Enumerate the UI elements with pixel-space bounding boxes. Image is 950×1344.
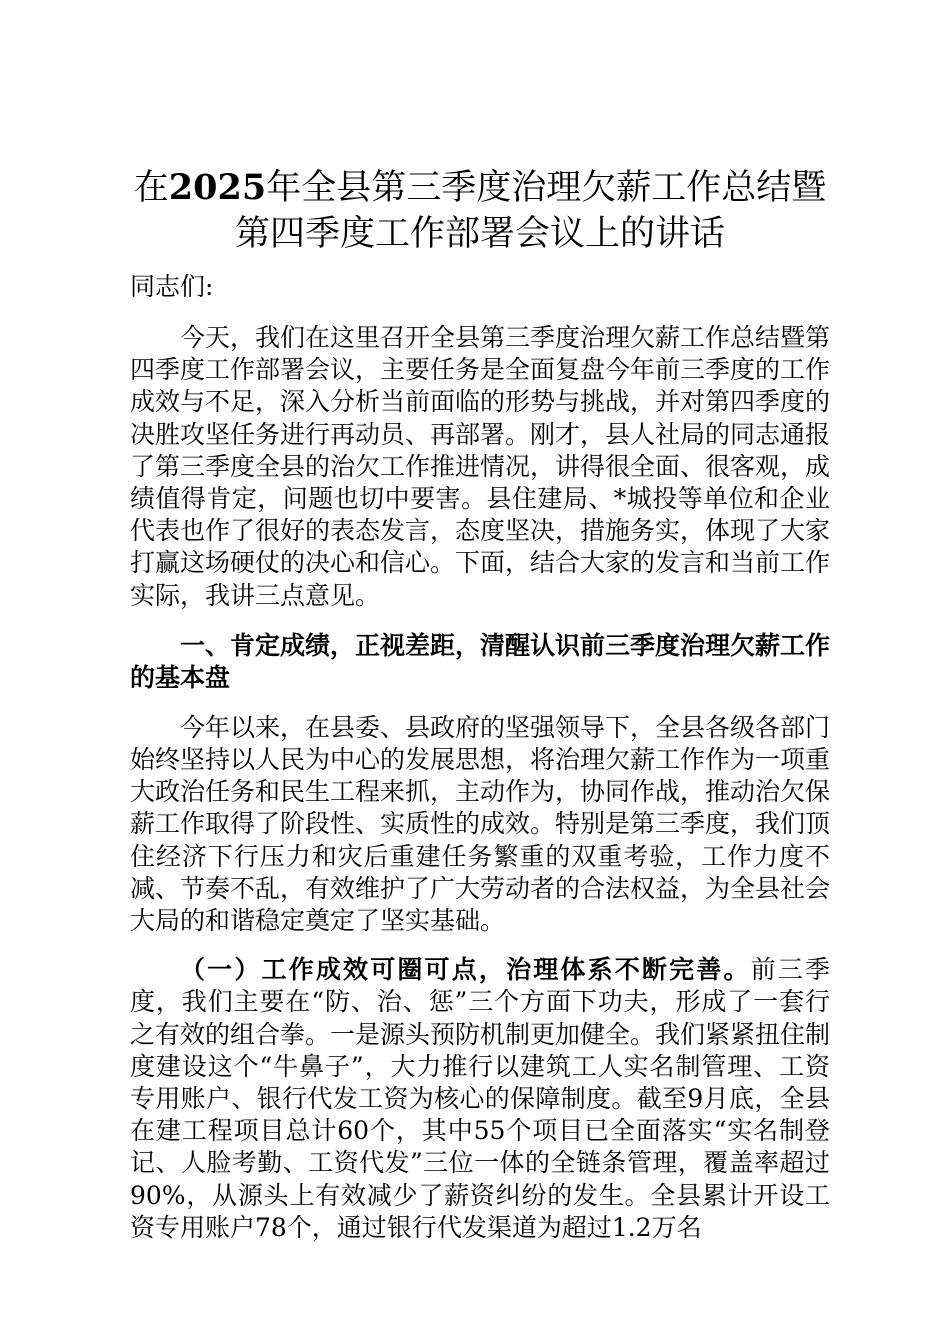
section-1-heading: 一、肯定成绩，正视差距，清醒认识前三季度治理欠薪工作的基本盘 [130, 630, 831, 693]
title-line-1 [130, 165, 830, 211]
subsection-1-body: 前三季度，我们主要在“防、治、惩”三个方面下功夫，形成了一套行之有效的组合拳。一是源头预防机制更加健全。我们紧紧扭住制度建设这个“牛鼻子”，大力推行以建筑工人实名制管理、工资专用账户、银行代发工资为核心的保障制度。截至9月底，全县在建工程项目总计60个，其中55个项目已全面落实“实名制登记、人脸考勤、工资代发”三位一体的全链条管理，覆盖率超过90%，从源头上有效减少了薪资纠纷的发生。全县累计开设工资专用账户78个，通过银行代发渠道为超过1.2万名 [130, 955, 831, 1242]
title-prefix: 在 [133, 168, 169, 208]
title-line-2: 第四季度工作部署会议上的讲话 [234, 214, 725, 254]
subsection-1-lead: （一）工作成效可圈可点，治理体系不断完善。 [180, 955, 751, 985]
document-page [130, 165, 830, 1244]
title-year: 2025 [168, 167, 267, 208]
title-suffix: 年全县第三季度治理欠薪工作总结暨 [266, 168, 827, 208]
document-title [130, 165, 830, 257]
salutation: 同志们: [130, 272, 214, 301]
section-1-paragraph: 今年以来，在县委、县政府的坚强领导下，全县各级各部门始终坚持以人民为中心的发展思想，将治理欠薪工作作为一项重大政治任务和民生工程来抓，主动作为，协同作战，推动治欠保薪工作取得了阶段性、实质性的成效。特别是第三季度，我们顶住经济下行压力和灾后重建任务繁重的双重考验，工作力度不减、节奏不乱，有效维护了广大劳动者的合法权益，为全县社会大局的和谐稳定奠定了坚实基础。 [130, 712, 831, 936]
intro-paragraph: 今天，我们在这里召开全县第三季度治理欠薪工作总结暨第四季度工作部署会议，主要任务是全面复盘今年前三季度的工作成效与不足，深入分析当前面临的形势与挑战，并对第四季度的决胜攻坚任务进行再动员、再部署。刚才，县人社局的同志通报了第三季度全县的治欠工作推进情况，讲得很全面、很客观，成绩值得肯定，问题也切中要害。县住建局、*城投等单位和企业代表也作了很好的表态发言，态度坚决，措施务实，体现了大家打赢这场硬仗的决心和信心。下面，结合大家的发言和当前工作实际，我讲三点意见。 [130, 323, 831, 610]
subsection-1-paragraph [130, 954, 830, 1244]
